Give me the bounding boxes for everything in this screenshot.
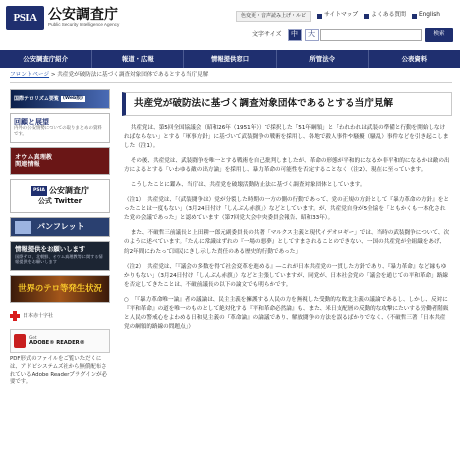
search-button[interactable]: 検索	[425, 28, 453, 42]
paragraph: その後、共産党は、武装闘争を唯一とする戦術を自己批判しましたが、革命の形態が平和的になるか非平和的になるかは敵の出方によるとする「いわゆる敵の出方論」を採用し、暴力革命の可能性を否定することなく（注2）、現在に至っています。	[124, 158, 450, 174]
info-request-subtitle: 国際テロ、北朝鮮、オウム真理教等に関する情報提供をお願いします	[15, 253, 103, 265]
pamphlet-banner[interactable]	[10, 217, 110, 237]
note-paragraph: （注2） 共産党は、「『議会の多数を得て社会変革を進める』―これが日本共産党の一貫した方針であり、『暴力革命』など縁もゆかりもない」（3月24日付け「しんぶん赤旗」）などと主張していますが、同党が、日本社会党の「議会を通じての平和革命」路線を否定してきたことは、不破前議長の以下の論文でも明らかです。	[124, 263, 448, 288]
twitter-banner-line1: 公安調査庁	[49, 185, 89, 195]
sitemap-link[interactable]	[317, 12, 358, 20]
redcross-label: 日本赤十字社	[23, 312, 54, 319]
ict-banner[interactable]	[10, 89, 110, 109]
nav-item-info-contact[interactable]: 情報提供窓口	[184, 50, 276, 68]
main-content	[124, 124, 450, 338]
adobe-reader-banner[interactable]	[10, 329, 110, 353]
aum-banner-line1: オウム真理教	[15, 153, 53, 161]
quote-paragraph: ○ 「『暴力革命唯一論』者の議論は、民主主義を擁護する人民の力を無視した受動的な敗北主義の議論であるし、しかし、反対に『平和革命』の道を唯一のものとして絶対化する『平和革命必然論』も、また、米日支配層の反動的な攻撃にたいする労働者階級と人民の警戒心をよわめる日和見主義の『革命論』の論議であり、解放闘争の方法を誤るばかりでなく、（不破哲三著「日本共産党の綱領的路線の問題点」）	[124, 296, 449, 330]
adobe-reader-label: ADOBE® READER®	[29, 340, 85, 347]
aum-banner[interactable]	[10, 147, 110, 175]
text-size-large-button[interactable]: 大	[305, 29, 319, 41]
sidebar	[10, 89, 110, 387]
site-title: 公安調査庁	[48, 6, 118, 23]
english-label: English	[418, 12, 440, 19]
sitemap-label: サイトマップ	[324, 12, 359, 19]
breadcrumb	[10, 72, 208, 80]
world-terror-label: 世界のテロ等発生状況	[18, 283, 102, 294]
page-title: 共産党が破防法に基づく調査対象団体であるとする当庁見解	[134, 97, 394, 109]
paragraph: こうしたことに鑑み、当庁は、共産党を破壊活動防止法に基づく調査対象団体としています。	[130, 182, 366, 189]
text-size-label: 文字サイズ	[252, 30, 282, 38]
adobe-get-label: Get	[29, 334, 37, 340]
ict-banner-label: 国際テロリズム要覧	[14, 95, 59, 102]
global-nav	[0, 50, 460, 68]
square-bullet-icon	[412, 14, 417, 19]
twitter-banner[interactable]	[10, 179, 110, 213]
nav-item-about[interactable]: 公安調査庁紹介	[0, 50, 92, 68]
redcross-banner[interactable]	[10, 307, 110, 325]
paragraph: 共産党は、第5回全国協議会（昭和26年（1951年））で採択した「51年綱領」と「われわれは武装の準備と行動を開始しなければならない」とする「軍事方針」に基づいて武装闘争の戦術を採用し、各地で殺人事件や騒擾（騒乱）事件などを引き起こしました（注1）。	[124, 125, 449, 150]
page-title-box	[122, 92, 452, 116]
site-header	[0, 0, 460, 50]
note-paragraph: （注1） 共産党は、「（武装闘争は）党が分裂した時期の一方の側の行動であって、党の正規の方針として『暴力革命の方針』をとったことは一度もない」（3月24日付け「しんぶん赤旗」）などとしています。が、共産党自身が5全協を「ともかくも一本化された党の会議であった」と認めています（第7回党大会中央委員会報告、昭和33年）。	[124, 197, 450, 222]
breadcrumb-separator: >	[49, 72, 58, 78]
breadcrumb-current: 共産党が破防法に基づく調査対象団体であるとする当庁見解	[57, 72, 209, 78]
paragraph: また、不破哲三前議長と上田耕一郎元副委員長の共著「マルクス主義と現代イデオロギー」では、当時の武装闘争について、次のように述べています。「たんに常識はずれの『一場の悪夢』としてすまされることのできない、一国の共産党が全組織をあげ、約2年間にわたって国民にきし示した責任のある歴史的行動であった」	[124, 230, 450, 255]
english-link[interactable]	[412, 12, 440, 20]
site-subtitle: Public Security Intelligence Agency	[48, 22, 120, 28]
site-logo[interactable]	[6, 6, 119, 30]
faq-link[interactable]	[364, 12, 406, 20]
breadcrumb-divider	[10, 82, 452, 83]
info-request-banner[interactable]	[10, 241, 110, 271]
aum-banner-line2: 関連情報	[15, 161, 40, 168]
annual-review-banner[interactable]	[10, 113, 110, 143]
annual-review-title: 回顧と展望	[14, 117, 49, 126]
search-input[interactable]	[320, 29, 422, 41]
accessibility-button[interactable]: 色変更・音声読み上げ・ルビ	[236, 11, 311, 22]
square-bullet-icon	[317, 14, 322, 19]
psia-mark-icon: PSIA	[31, 186, 47, 196]
utility-links	[236, 10, 440, 22]
red-cross-icon	[10, 311, 20, 321]
ict-banner-tag: (Web版)	[62, 95, 84, 101]
nav-item-publications[interactable]: 公表資料	[401, 54, 428, 63]
psia-logo-mark: PSIA	[6, 6, 44, 30]
info-request-title: 情報提供をお願いします	[15, 245, 86, 253]
faq-label: よくある質問	[371, 12, 406, 19]
pdf-note: PDF形式のファイルをご覧いただくには、アドビシステムズ社から無償配布されているAdobe Readerプラグインが必要です。	[10, 356, 107, 386]
text-size-control	[252, 29, 319, 41]
world-terror-banner[interactable]	[10, 275, 110, 303]
nav-item-laws[interactable]: 所管法令	[277, 50, 369, 68]
pamphlet-label: パンフレット	[37, 221, 85, 231]
nav-item-press[interactable]: 報道・広報	[92, 50, 184, 68]
square-bullet-icon	[364, 14, 369, 19]
breadcrumb-home-link[interactable]: フロントページ	[10, 72, 50, 78]
annual-review-subtitle: 内外の公安情勢についての取りまとめの資料です。	[14, 126, 102, 138]
twitter-banner-line2: 公式 Twitter	[37, 196, 83, 205]
adobe-reader-icon	[14, 334, 26, 348]
text-size-medium-button[interactable]: 中	[288, 29, 302, 41]
